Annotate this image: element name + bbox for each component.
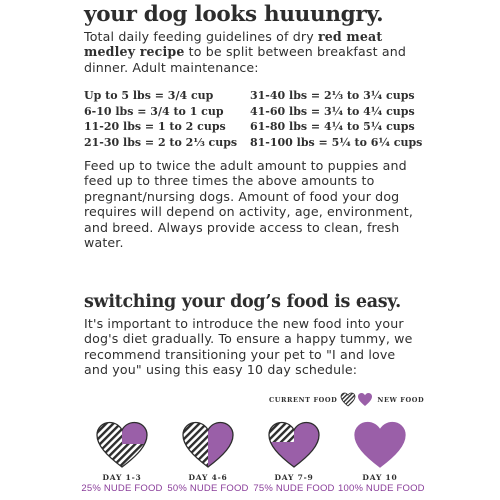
heart-icon: [266, 420, 322, 470]
schedule-percent: 50% NUDE FOOD: [167, 483, 249, 494]
new-food-portion: [352, 420, 408, 470]
heading-switching: switching your dog’s food is easy.: [84, 292, 401, 312]
intro-text-end: to be split between breakfast and dinner. Adult maintenance:: [84, 44, 406, 75]
schedule-percent: 25% NUDE FOOD: [81, 483, 163, 494]
feeding-row: [84, 135, 424, 151]
schedule-step: [252, 420, 336, 494]
switching-paragraph: It's important to introduce the new food into your dog's diet gradually. To ensure a happy tummy, we recommend transitioning your pet to "I and love and you" using this easy 10 day schedule:: [84, 316, 413, 378]
feeding-table: [84, 88, 424, 150]
heart-icon: [94, 420, 150, 470]
feeding-left: 6-10 lbs = 3/4 to 1 cup: [84, 104, 224, 118]
recipe-name: red meat medley recipe: [84, 29, 383, 60]
schedule-step: [338, 420, 425, 494]
legend: [269, 392, 424, 408]
feeding-left: 21-30 lbs = 2 to 2⅓ cups: [84, 136, 238, 150]
schedule-day: DAY 10: [362, 473, 398, 482]
schedule-day: DAY 1-3: [102, 473, 142, 482]
feeding-left: Up to 5 lbs = 3/4 cup: [84, 89, 214, 103]
feeding-right: 31-40 lbs = 2⅓ to 3¼ cups: [250, 89, 415, 103]
schedule-percent: 100% NUDE FOOD: [338, 483, 425, 494]
feeding-left: 11-20 lbs = 1 to 2 cups: [84, 120, 226, 134]
schedule-day: DAY 7-9: [274, 473, 314, 482]
legend-current-label: CURRENT FOOD: [269, 396, 338, 404]
legend-new-label: NEW FOOD: [377, 396, 425, 404]
schedule-percent: 75% NUDE FOOD: [253, 483, 335, 494]
feeding-row: [84, 88, 424, 104]
intro-text-start: Total daily feeding guidelines of dry: [84, 29, 314, 44]
feeding-right: 81-100 lbs = 5¼ to 6¼ cups: [250, 136, 423, 150]
feeding-notes: Feed up to twice the adult amount to puppies and feed up to three times the above amounts to pregnant/nursing dogs. Amount of food your dog requires will depend on activity, age, environment, and breed. Always provide access to clean, fresh water.: [84, 158, 414, 251]
schedule-day: DAY 4-6: [188, 473, 228, 482]
heading-hungry: your dog looks huuungry.: [84, 2, 384, 27]
heart-icon: [180, 420, 236, 470]
feeding-right: 41-60 lbs = 3¼ to 4¼ cups: [250, 104, 415, 118]
legend-hearts-icon: [340, 392, 374, 408]
heart-icon: [352, 420, 408, 470]
feeding-right: 61-80 lbs = 4¼ to 5¼ cups: [250, 120, 415, 134]
feeding-row: [84, 119, 424, 135]
feeding-row: [84, 104, 424, 120]
new-food-portion: [208, 420, 236, 470]
schedule-step: [80, 420, 164, 494]
schedule-step: [166, 420, 250, 494]
intro-paragraph: [84, 29, 420, 75]
